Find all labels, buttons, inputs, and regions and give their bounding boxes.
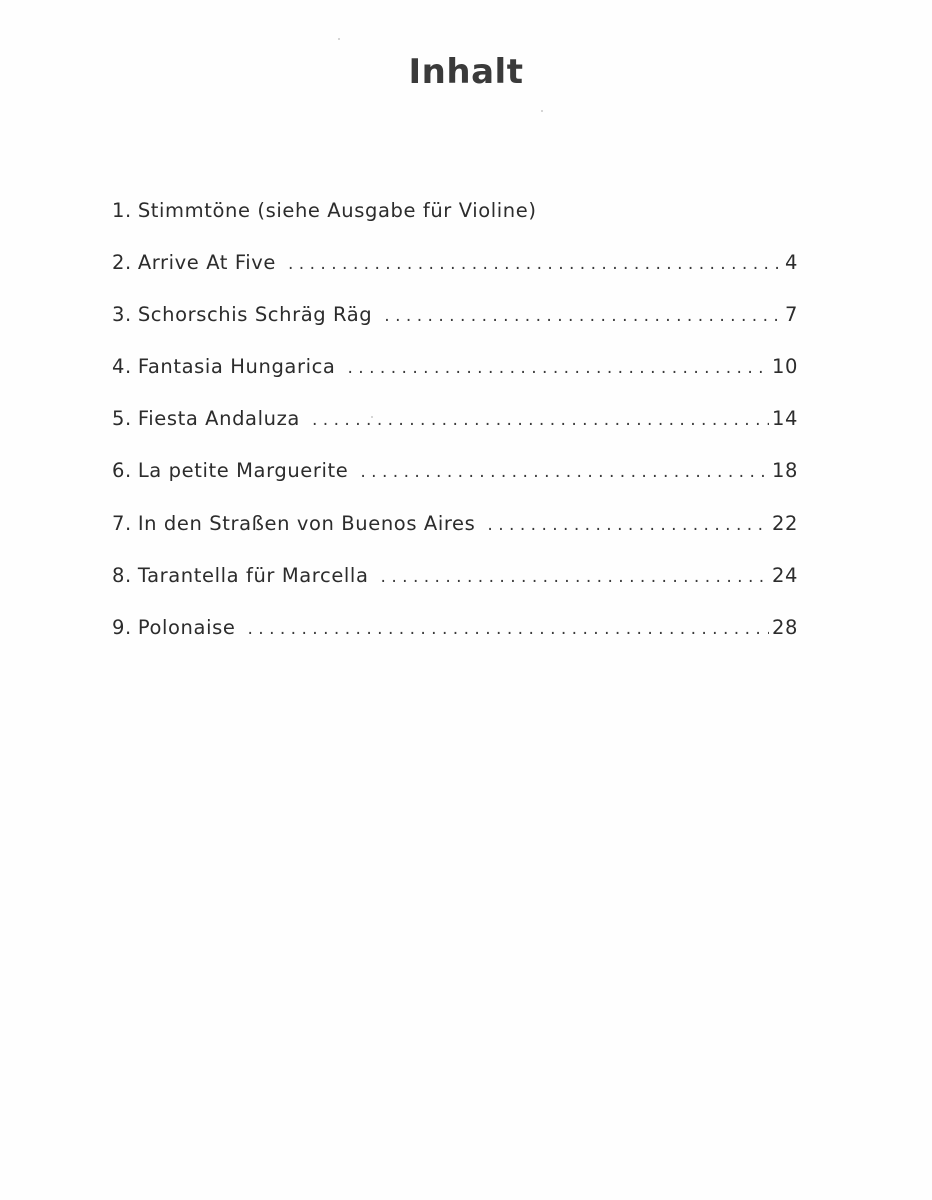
toc-dot-leader: [360, 462, 769, 482]
toc-entry: [112, 303, 798, 355]
toc-entry: [112, 459, 798, 511]
toc-dot-leader: [347, 358, 769, 378]
toc-entry-page: 7: [784, 303, 798, 327]
toc-dot-leader: [312, 410, 769, 430]
toc-entry-number: 7.: [112, 511, 132, 535]
scan-speck: [338, 38, 340, 40]
toc-dot-leader: [487, 515, 769, 535]
toc-entry-title: Fiesta Andaluza: [137, 407, 300, 431]
toc-entry-page: 24: [771, 563, 798, 587]
page-title: Inhalt: [408, 52, 524, 92]
table-of-contents: [112, 199, 798, 668]
toc-dot-leader: [384, 306, 782, 326]
toc-entry-page: 18: [771, 459, 798, 483]
toc-entry: [112, 199, 798, 251]
toc-entry-page: 28: [771, 615, 798, 639]
toc-entry: [112, 407, 798, 459]
toc-entry: [112, 355, 798, 407]
toc-entry-number: 1.: [112, 199, 132, 222]
toc-dot-leader: [381, 567, 769, 587]
toc-entry-title: Arrive At Five: [137, 251, 276, 275]
scan-speck: [541, 110, 543, 112]
toc-entry: [112, 616, 798, 668]
toc-entry-title: Polonaise: [137, 615, 236, 639]
toc-entry-page: 14: [771, 407, 798, 431]
toc-entry-title: Fantasia Hungarica: [137, 355, 336, 379]
toc-entry-title: Tarantella für Marcella: [137, 563, 369, 587]
scan-speck: [371, 416, 373, 418]
toc-entry-number: 9.: [112, 615, 132, 639]
toc-entry-number: 2.: [112, 251, 132, 275]
toc-entry-number: 5.: [112, 407, 132, 431]
toc-entry-title: Schorschis Schräg Räg: [137, 303, 373, 327]
toc-entry-number: 6.: [112, 459, 132, 483]
toc-dot-leader: [247, 619, 769, 639]
toc-entry-number: 4.: [112, 355, 132, 379]
toc-dot-leader: [288, 254, 782, 274]
toc-entry-number: 3.: [112, 303, 132, 327]
toc-entry-page: 4: [784, 251, 798, 275]
toc-entry: [112, 564, 798, 616]
toc-entry: [112, 251, 798, 303]
toc-entry-title: In den Straßen von Buenos Aires: [137, 511, 476, 535]
toc-entry-title: La petite Marguerite: [137, 459, 349, 483]
toc-entry: [112, 512, 798, 564]
toc-entry-page: 10: [771, 355, 798, 379]
toc-entry-title: Stimmtöne (siehe Ausgabe für Violine): [137, 199, 537, 222]
toc-entry-number: 8.: [112, 563, 132, 587]
toc-entry-page: 22: [771, 511, 798, 535]
